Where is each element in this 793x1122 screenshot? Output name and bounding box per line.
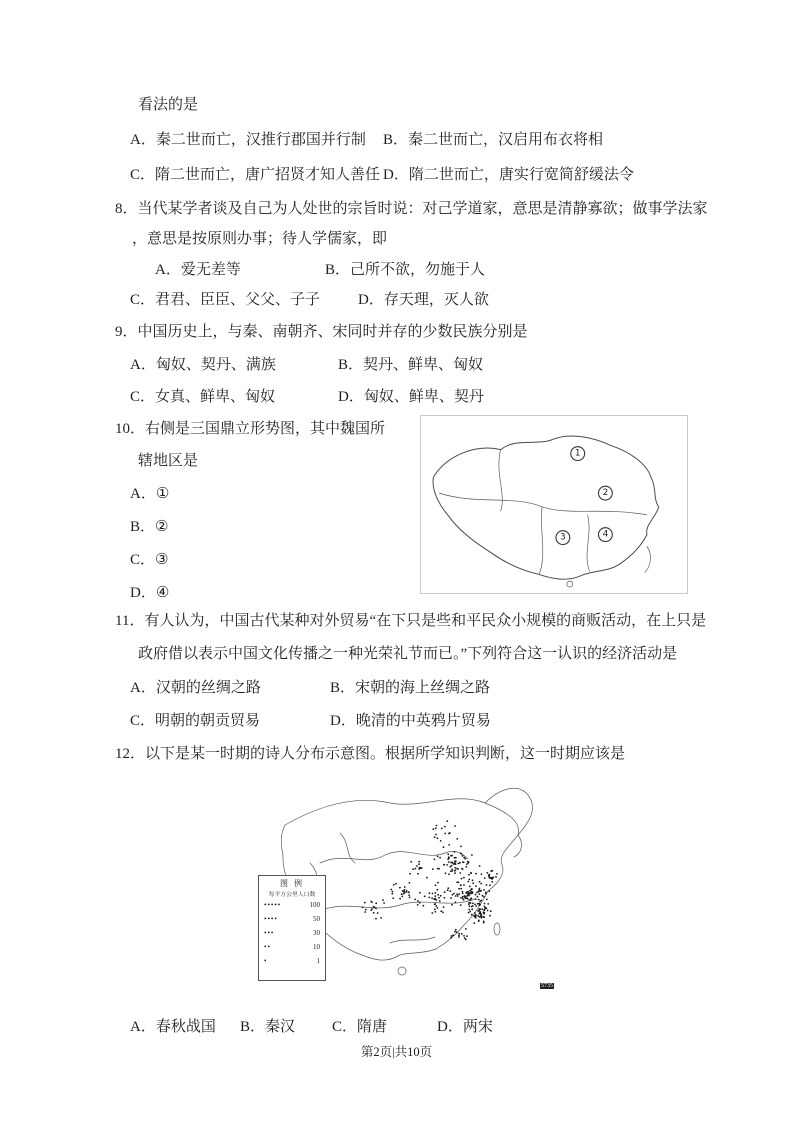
legend-value: 10 <box>313 943 320 951</box>
region-label-3 <box>556 531 570 545</box>
three-kingdoms-map-drawing <box>421 416 685 591</box>
q11-option-a: A．汉朝的丝绸之路 <box>130 680 261 696</box>
legend-dots: ••• <box>264 929 275 937</box>
q8-option-c: C．君君、臣臣、父父、子子 <box>130 292 321 308</box>
q12-option-d: D．两宋 <box>437 1019 493 1035</box>
q7-option-c: C．隋二世而亡，唐广招贤才知人善任 <box>130 167 381 183</box>
map-corner-number: 5735 <box>541 983 553 989</box>
svg-text:4: 4 <box>602 529 609 540</box>
q7-option-b: B．秦二世而亡，汉启用布衣将相 <box>383 132 604 148</box>
svg-text:2: 2 <box>602 488 609 499</box>
region-label-1 <box>571 447 585 461</box>
poet-distribution-map <box>250 763 558 995</box>
q9-option-d: D．匈奴、鲜卑、契丹 <box>338 389 484 405</box>
legend-value: 100 <box>309 901 320 909</box>
legend-value: 1 <box>316 957 320 965</box>
region-label-4 <box>598 528 612 542</box>
legend-row <box>259 898 325 912</box>
q10-option-d: D．④ <box>130 585 170 601</box>
q12-option-a: A．春秋战国 <box>130 1019 216 1035</box>
svg-text:1: 1 <box>574 448 581 459</box>
legend-row <box>259 926 325 940</box>
q10-stem-line1: 10．右侧是三国鼎立形势图，其中魏国所 <box>115 421 386 437</box>
q12-stem: 12．以下是某一时期的诗人分布示意图。根据所学知识判断，这一时期应该是 <box>115 746 626 762</box>
legend-dots: • <box>264 957 268 965</box>
q11-option-d: D．晚清的中英鸦片贸易 <box>330 713 491 729</box>
q7-option-a: A．秦二世而亡，汉推行郡国并行制 <box>130 132 366 148</box>
poet-density-dots <box>362 820 498 940</box>
map-legend <box>258 875 326 981</box>
q9-option-b: B．契丹、鲜卑、匈奴 <box>338 357 484 373</box>
q12-option-b: B．秦汉 <box>240 1019 296 1035</box>
legend-value: 50 <box>313 915 320 923</box>
q10-option-b: B．② <box>130 519 169 535</box>
legend-value: 30 <box>313 929 320 937</box>
svg-text:3: 3 <box>560 532 566 543</box>
legend-dots: ••••• <box>264 901 282 909</box>
q11-stem-line1: 11．有人认为，中国古代某种对外贸易“在下只是些和平民众小规模的商贩活动，在上只是 <box>115 613 707 629</box>
q7-stem-tail: 看法的是 <box>138 97 199 113</box>
q10-stem-line2: 辖地区是 <box>138 453 199 469</box>
q8-option-a: A．爱无差等 <box>155 262 241 278</box>
legend-dots: •••• <box>264 915 278 923</box>
legend-row <box>259 940 325 954</box>
legend-row <box>259 912 325 926</box>
q8-stem-line1: 8．当代某学者谈及自己为人处世的宗旨时说：对己学道家，意思是清静寡欲；做事学法家 <box>115 201 708 217</box>
q11-option-c: C．明朝的朝贡贸易 <box>130 713 261 729</box>
q8-option-b: B．己所不欲，勿施于人 <box>325 262 486 278</box>
legend-title: 图 例 <box>280 879 304 888</box>
legend-row <box>259 954 325 968</box>
q9-stem: 9．中国历史上，与秦、南朝齐、宋同时并存的少数民族分别是 <box>115 324 528 340</box>
q11-option-b: B．宋朝的海上丝绸之路 <box>330 680 491 696</box>
q10-option-a: A．① <box>130 486 170 502</box>
page-footer: 第2页|共10页 <box>360 1045 433 1059</box>
q7-option-d: D．隋二世而亡，唐实行宽简舒缓法令 <box>383 167 634 183</box>
q9-option-a: A．匈奴、契丹、满族 <box>130 357 276 373</box>
legend-dots: •• <box>264 943 271 951</box>
q11-stem-line2: 政府借以表示中国文化传播之一种光荣礼节而已。”下列符合这一认识的经济活动是 <box>138 646 678 662</box>
q12-option-c: C．隋唐 <box>332 1019 388 1035</box>
three-kingdoms-map <box>420 415 688 594</box>
region-label-2 <box>598 486 612 500</box>
q10-option-c: C．③ <box>130 552 169 568</box>
q8-option-d: D．存天理，灭人欲 <box>358 292 489 308</box>
q8-stem-line2: ，意思是按原则办事；待人学儒家，即 <box>132 231 388 247</box>
legend-subtitle: 每平方公里人口数 <box>268 891 316 898</box>
q9-option-c: C．女真、鲜卑、匈奴 <box>130 389 276 405</box>
